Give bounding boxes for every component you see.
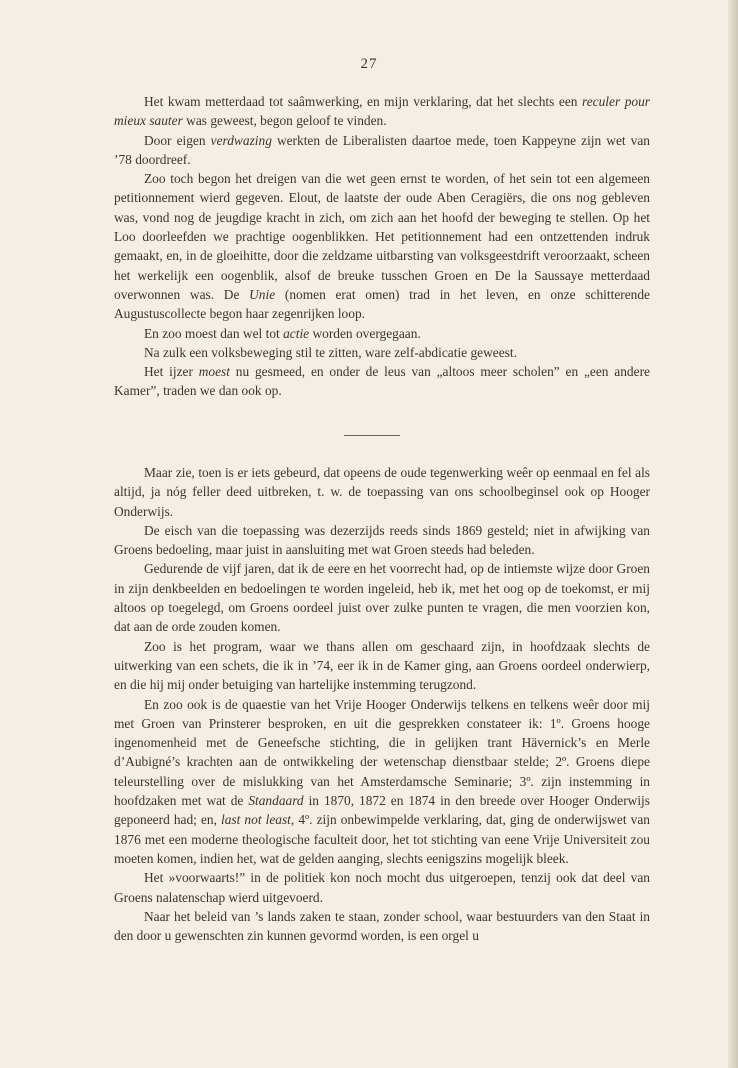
text-run: Het ijzer: [144, 364, 199, 380]
text-section-1: [114, 92, 650, 401]
text-run: in 1870, 1872 en 1874 in den breede over Hooger Onderwijs geponeerd had; en,: [114, 793, 650, 828]
text-run: Naar het beleid van ’s lands zaken te staan, zonder school, waar bestuurders van den Staat in den door u gewenschten zin kunnen gevormd worden, is een orgel u: [114, 908, 650, 944]
page-number: 27: [360, 56, 378, 72]
page-edge-shadow: [728, 0, 738, 1068]
paragraph: [114, 362, 650, 401]
italic-text: Standaard: [248, 793, 304, 809]
text-run: worden overgegaan.: [309, 325, 421, 341]
text-run: Het kwam metterdaad tot saâmwerking, en mijn verklaring, dat het slechts een: [144, 94, 582, 109]
italic-text: reculer pour mieux sauter: [114, 94, 650, 129]
text-run: En zoo moest dan wel tot: [144, 325, 284, 341]
text-run: was geweest, begon geloof te vinden.: [182, 113, 387, 129]
text-run: Het »voorwaarts!” in de politiek kon noch mocht dus uitgeroepen, tenzij ook dat deel van Groens nalatenschap wierd uitgevoerd.: [114, 870, 650, 905]
italic-text: verdwazing: [210, 132, 272, 148]
paragraph: [114, 868, 650, 907]
section-divider: [344, 435, 400, 436]
paragraph: [114, 637, 650, 695]
paragraph: [114, 324, 650, 343]
text-run: Gedurende de vijf jaren, dat ik de eere en het voorrecht had, op de intiemste wijze door Groen in zijn denkbeelden en bedoelingen te worden ingeleid, heb ik, met het oog op de toekomst, er mij altoos op toegelegd, om Groens oordeel juist over zulke punten te vragen, die men voorzien kon, dat aan de orde zouden komen.: [114, 561, 650, 635]
italic-text: moest: [198, 364, 230, 380]
text-run: (nomen erat omen) trad in het leven, en onze schitterende Augustuscollecte begon haar zegenrijken loop.: [114, 286, 650, 322]
paragraph: [114, 92, 650, 131]
paragraph: [114, 521, 650, 560]
paragraph: [114, 695, 650, 869]
italic-text: Unie: [249, 286, 276, 302]
italic-text: last not least: [221, 812, 291, 828]
text-run: Zoo toch begon het dreigen van die wet geen ernst te worden, of het sein tot een algemeen petitionnement wierd gegeven. Elout, de laatste der oude Aben Ceragiërs, die ons nog gebleven was, vond nog de jeugdige kracht in zich, om zich aan het hoofd der beweging te stellen. Op het Loo doorleefden we prachtige oogenblikken. Het petitionnement had een ontzettenden indruk gemaakt, en, in de gloeihitte, door die zeldzame uitbarsting van volksgeestdrift veroorzaakt, scheen het werkelijk een oogenblik, alsof de breuke tusschen Groen en De la Saussaye metterdaad overwonnen was. De: [114, 171, 650, 302]
text-section-2: [114, 463, 650, 945]
text-run: Na zulk een volksbeweging stil te zitten, ware zelf-abdicatie geweest.: [144, 344, 517, 360]
paragraph: [114, 559, 650, 636]
text-run: Zoo is het program, waar we thans allen om geschaard zijn, in hoofdzaak slechts de uitwerking van een schets, die ik in ’74, eer ik in de Kamer ging, aan Groens oordeel onderwierp, en die hij mij onder betuiging van hartelijke instemming terugzond.: [114, 638, 650, 693]
text-run: werkten de Liberalisten daartoe mede, toen Kappeyne zijn wet van ’78 doordreef.: [114, 132, 650, 167]
text-run: De eisch van die toepassing was dezerzijds reeds sinds 1869 gesteld; niet in afwijking van Groens bedoeling, maar juist in aansluiting met wat Groen steeds had beleden.: [114, 522, 650, 558]
paragraph: [114, 343, 650, 362]
text-run: , 4º. zijn onbewimpelde verklaring, dat, ging de onderwijswet van 1876 met een moderne theologische faculteit door, het tot stichting van eene Vrije Universiteit zou moeten komen, indien het, wat de gelden aanging, slechts eenigszins mogelijk bleek.: [114, 812, 650, 866]
paragraph: [114, 131, 650, 170]
text-run: Maar zie, toen is er iets gebeurd, dat opeens de oude tegenwerking weêr op eenmaal en fel als altijd, ja nóg feller deed uitbreken, t. w. de toepassing van ons schoolbeginsel ook op Hooger Onderwijs.: [114, 465, 650, 519]
paragraph: [114, 169, 650, 323]
text-run: En zoo ook is de quaestie van het Vrije Hooger Onderwijs telkens en telkens weêr door mij met Groen van Prinsterer besproken, en uit die gesprekken constateer ik: 1º. Groens hooge ingenomenheid met de Geneefsche stichting, die in gelijken trant Hävernick’s en Merle d’Aubigné’s krachten aan de ontwikkeling der wetenschap dienstbaar stelde; 2º. Groens diepe teleurstelling over de mislukking van het Amsterdamsche Seminarie; 3º. zijn instemming in hoofdzaken met wat de: [114, 696, 650, 809]
text-run: Door eigen: [144, 132, 211, 148]
paragraph: [114, 463, 650, 521]
italic-text: actie: [283, 325, 310, 341]
paragraph: [114, 907, 650, 946]
text-run: nu gesmeed, en onder de leus van „altoos meer scholen” en „een andere Kamer”, traden we dan ook op.: [114, 364, 650, 399]
